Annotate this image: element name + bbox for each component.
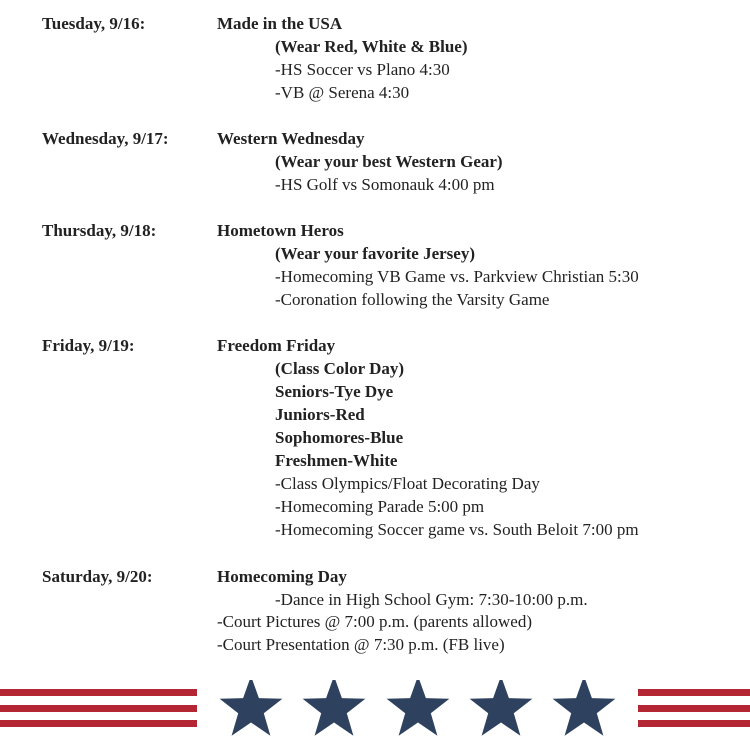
dress-instruction: (Wear your favorite Jersey)	[275, 244, 475, 263]
star-icon	[553, 680, 616, 736]
event-item: -Homecoming Parade 5:00 pm	[275, 497, 485, 516]
day-label: Wednesday, 9/17:	[42, 129, 169, 148]
dress-instruction: (Wear your best Western Gear)	[275, 152, 503, 171]
star-icon	[470, 680, 533, 736]
event-item: -Coronation following the Varsity Game	[275, 290, 550, 309]
event-item: -VB @ Serena 4:30	[275, 83, 410, 102]
red-stripe	[0, 689, 197, 696]
day-theme: Freedom Friday	[217, 336, 336, 355]
red-stripe	[638, 720, 750, 727]
class-color: Juniors-Red	[275, 405, 365, 424]
flag-footer	[0, 680, 750, 750]
day-label: Saturday, 9/20:	[42, 567, 153, 586]
star-icon	[303, 680, 366, 736]
event-item: -HS Soccer vs Plano 4:30	[275, 60, 450, 79]
day-theme: Made in the USA	[217, 14, 343, 33]
event-item: -Homecoming VB Game vs. Parkview Christian 5:30	[275, 267, 639, 286]
day-theme: Western Wednesday	[217, 129, 365, 148]
day-label: Friday, 9/19:	[42, 336, 135, 355]
day-label: Thursday, 9/18:	[42, 221, 157, 240]
left-stripes	[0, 689, 197, 727]
event-item: -Dance in High School Gym: 7:30-10:00 p.m.	[275, 590, 588, 609]
class-color: Sophomores-Blue	[275, 428, 404, 447]
red-stripe	[0, 705, 197, 712]
day-label: Tuesday, 9/16:	[42, 14, 146, 33]
event-item: -Court Pictures @ 7:00 p.m. (parents allowed)	[217, 612, 532, 631]
event-item: -HS Golf vs Somonauk 4:00 pm	[275, 175, 495, 194]
red-stripe	[0, 720, 197, 727]
event-item: -Court Presentation @ 7:30 p.m. (FB live)	[217, 635, 505, 654]
dress-instruction: (Wear Red, White & Blue)	[275, 37, 468, 56]
event-item: -Homecoming Soccer game vs. South Beloit 7:00 pm	[275, 520, 639, 539]
event-item: -Class Olympics/Float Decorating Day	[275, 474, 540, 493]
dress-instruction: (Class Color Day)	[275, 359, 405, 378]
star-icon	[220, 680, 283, 736]
stars-row	[220, 680, 616, 736]
right-stripes	[638, 689, 750, 727]
class-color: Seniors-Tye Dye	[275, 382, 394, 401]
red-stripe	[638, 689, 750, 696]
star-icon	[387, 680, 450, 736]
day-theme: Hometown Heros	[217, 221, 344, 240]
red-stripe	[638, 705, 750, 712]
class-color: Freshmen-White	[275, 451, 398, 470]
day-theme: Homecoming Day	[217, 567, 347, 586]
